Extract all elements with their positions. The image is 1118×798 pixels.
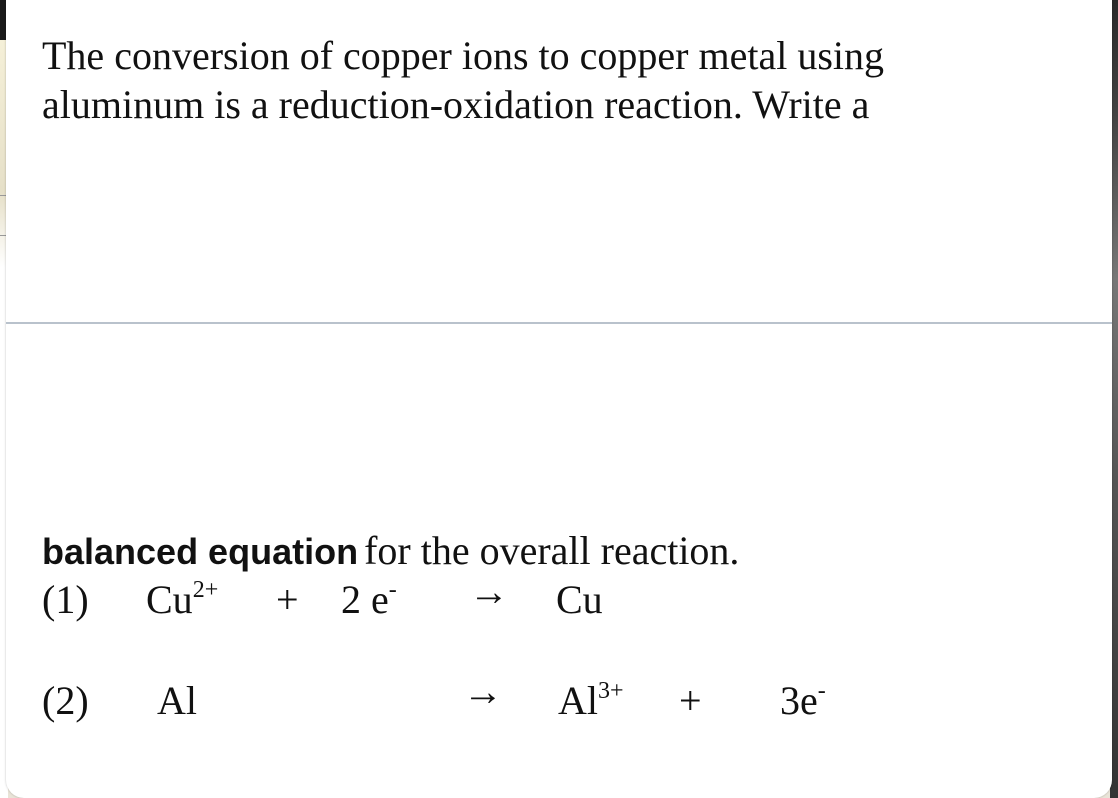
equation-1-plus: + bbox=[276, 577, 299, 622]
equation-2-electron-symbol: 3e bbox=[780, 678, 818, 723]
equation-2-product bbox=[558, 676, 624, 725]
section-divider bbox=[6, 322, 1112, 324]
equation-1-label: (1) bbox=[42, 577, 89, 622]
equation-1-electron-charge: - bbox=[388, 577, 397, 603]
equation-1-electron-symbol: 2 e bbox=[341, 577, 389, 622]
equation-1-reactant-symbol: Cu bbox=[146, 577, 193, 622]
equation-1-arrow: → bbox=[469, 569, 509, 614]
equation-1-reactant-charge: 2+ bbox=[192, 577, 219, 603]
equation-2-electron-charge: - bbox=[817, 678, 826, 704]
equation-2-electrons bbox=[780, 676, 826, 725]
instruction-rest: for the overall reaction. bbox=[364, 528, 740, 573]
equation-1-reactant bbox=[146, 575, 218, 624]
instruction-emphasis: balanced equation bbox=[42, 531, 359, 572]
intro-line-1: The conversion of copper ions to copper metal using bbox=[42, 33, 884, 78]
intro-line-2: aluminum is a reduction-oxidation reaction. Write a bbox=[42, 82, 870, 127]
equation-2-plus: + bbox=[679, 678, 702, 723]
equation-2-product-symbol: Al bbox=[558, 678, 598, 723]
equation-2-product-charge: 3+ bbox=[598, 678, 624, 704]
equation-2-reactant: Al bbox=[157, 678, 197, 723]
document-slide bbox=[6, 0, 1112, 798]
instruction-paragraph bbox=[42, 526, 739, 576]
equation-2-arrow: → bbox=[463, 669, 503, 714]
intro-paragraph bbox=[42, 31, 1042, 129]
equation-2-label: (2) bbox=[42, 678, 89, 723]
equation-1-product: Cu bbox=[556, 577, 603, 622]
equation-1-electrons bbox=[341, 575, 397, 624]
